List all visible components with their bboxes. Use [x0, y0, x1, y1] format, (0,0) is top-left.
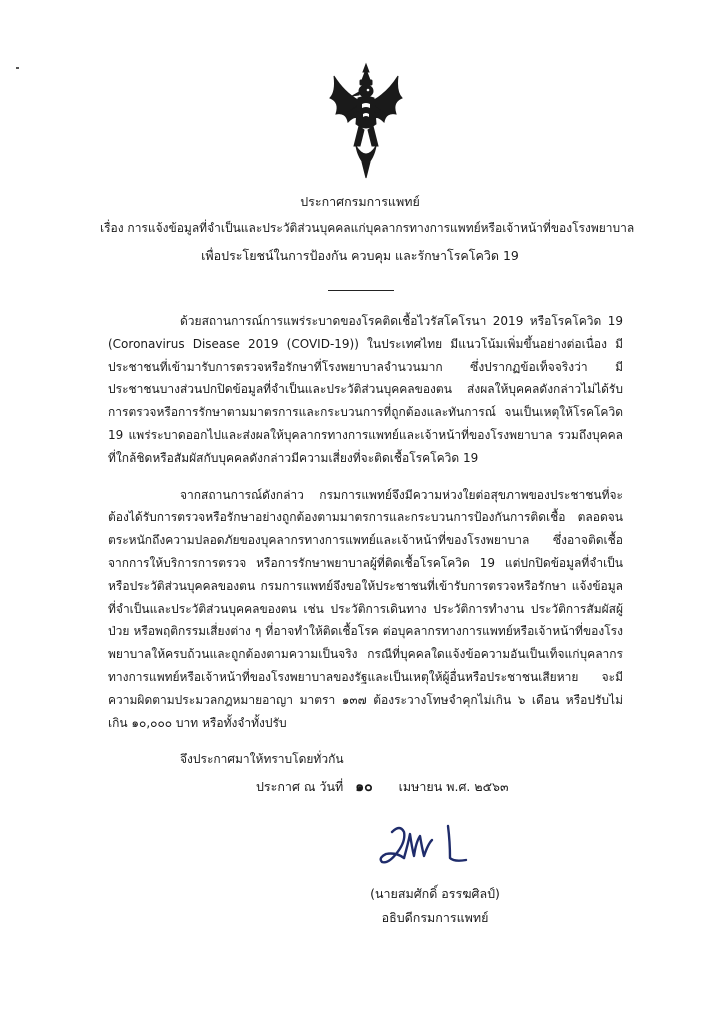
- handwritten-signature: [370, 818, 500, 878]
- date-day: ๑๐: [355, 779, 373, 795]
- paragraph-1: ด้วยสถานการณ์การแพร่ระบาดของโรคติดเชื้อไวรัสโคโรนา 2019 หรือโรคโควิด 19 (Coronavirus Disease 2019 (COVID-19)) ในประเทศไทย มีแนวโน้มเพิ่มขึ้นอย่างต่อเนื่อง มีประชาชนที่เข้ามารับการตรวจหรือรักษาที่โรงพยาบาลจำนวนมาก ซึ่งปรากฏข้อเท็จจริงว่า มีประชาชนบางส่วนปกปิดข้อมูลที่จำเป็นและประวัติส่วนบุคคลของตน ส่งผลให้บุคคลดังกล่าวไม่ได้รับการตรวจหรือการรักษาตามมาตรการและกระบวนการที่ถูกต้องและทันการณ์ จนเป็นเหตุให้โรคโควิด 19 แพร่ระบาดออกไปและส่งผลให้บุคลากรทางการแพทย์และเจ้าหน้าที่ของโรงพยาบาล รวมถึงบุคคลที่ใกล้ชิดหรือสัมผัสกับบุคคลดังกล่าวมีความเสี่ยงที่จะติดเชื้อโรคโควิด 19: [108, 314, 623, 465]
- signer-position: อธิบดีกรมการแพทย์: [381, 910, 489, 925]
- announcement-date: [256, 776, 517, 798]
- signer-name: (นายสมศักดิ์ อรรฆศิลป์): [370, 886, 500, 901]
- scan-speck: [16, 67, 19, 69]
- date-month-year: เมษายน พ.ศ. ๒๕๖๓: [398, 779, 509, 794]
- paragraph-2: จากสถานการณ์ดังกล่าว กรมการแพทย์จึงมีความห่วงใยต่อสุขภาพของประชาชนที่จะต้องได้รับการตรวจหรือรักษาอย่างถูกต้องตามมาตรการและกระบวนการป้องกันการติดเชื้อ ตลอดจนตระหนักถึงความปลอดภัยของบุคลากรทางการแพทย์และเจ้าหน้าที่ของโรงพยาบาล ซึ่งอาจติดเชื้อจากการให้บริการการตรวจ หรือการรักษาพยาบาลผู้ที่ติดเชื้อโรคโควิด 19 แต่ปกปิดข้อมูลที่จำเป็นหรือประวัติส่วนบุคคลของตน กรมการแพทย์จึงขอให้ประชาชนที่เข้ารับการตรวจหรือรักษา แจ้งข้อมูลที่จำเป็นและประวัติส่วนบุคคลของตน เช่น ประวัติการเดินทาง ประวัติการทำงาน ประวัติการสัมผัสผู้ป่วย หรือพฤติกรรมเสี่ยงต่าง ๆ ที่อาจทำให้ติดเชื้อโรค ต่อบุคลากรทางการแพทย์หรือเจ้าหน้าที่ของโรงพยาบาลให้ครบถ้วนและถูกต้องตามความเป็นจริง กรณีที่บุคคลใดแจ้งข้อความอันเป็นเท็จแก่บุคลากรทางการแพทย์หรือเจ้าหน้าที่ของโรงพยาบาลของรัฐและเป็นเหตุให้ผู้อื่นหรือประชาชนเสียหาย จะมีความผิดตามประมวลกฎหมายอาญา มาตรา ๑๓๗ ต้องระวางโทษจำคุกไม่เกิน ๖ เดือน หรือปรับไม่เกิน ๑๐,๐๐๐ บาท หรือทั้งจำทั้งปรับ: [108, 487, 623, 730]
- subject-line-1: เรื่อง การแจ้งข้อมูลที่จำเป็นและประวัติส่วนบุคคลแก่บุคลากรทางการแพทย์หรือเจ้าหน้าที่ของโรงพยาบาล: [100, 221, 635, 235]
- document-header: [100, 188, 635, 269]
- signer-block: [340, 882, 530, 930]
- subject-line-2: เพื่อประโยชน์ในการป้องกัน ควบคุม และรักษาโรคโควิด 19: [201, 248, 519, 263]
- date-prefix: ประกาศ ณ วันที่: [256, 779, 344, 794]
- header-divider: [328, 290, 394, 291]
- closing-line: จึงประกาศมาให้ทราบโดยทั่วกัน: [180, 752, 344, 767]
- garuda-emblem-icon: [326, 62, 406, 180]
- announcement-title: ประกาศกรมการแพทย์: [300, 194, 420, 209]
- document-body: [108, 310, 623, 771]
